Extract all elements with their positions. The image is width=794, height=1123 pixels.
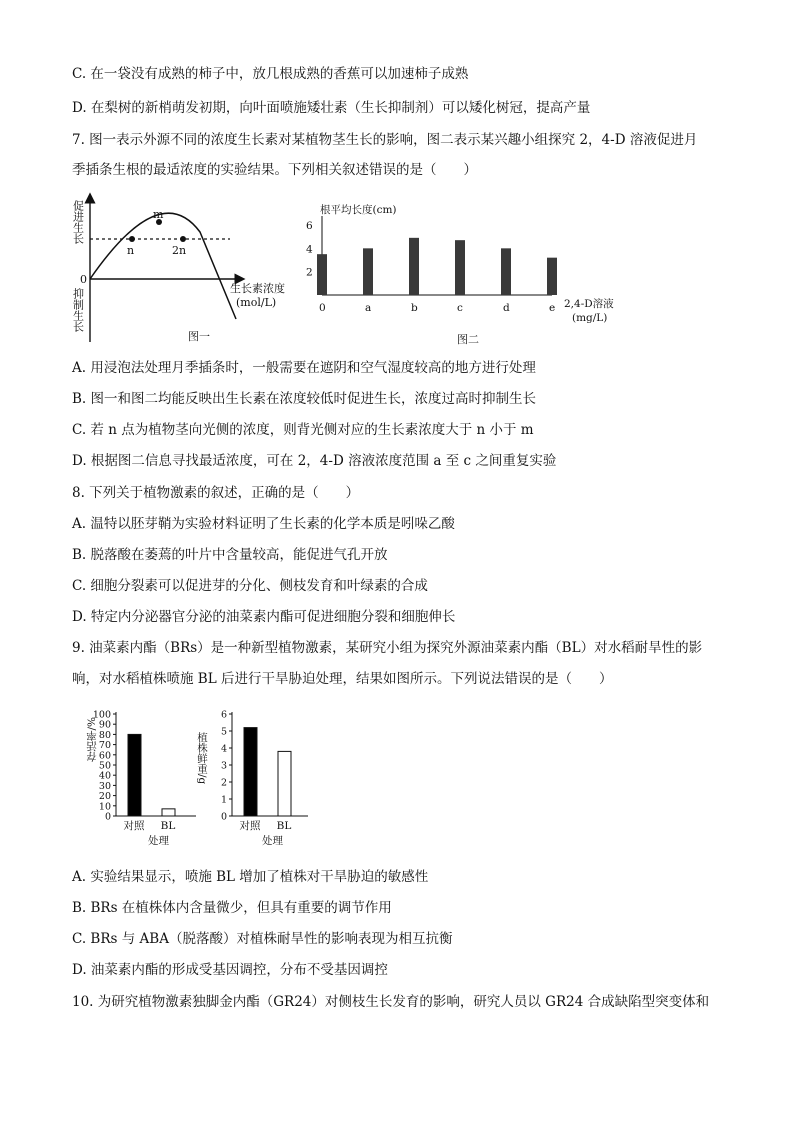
option-d-q8: D. 特定内分泌器官分泌的油菜素内酯可促进细胞分裂和细胞伸长: [72, 609, 456, 625]
option-d-q6: D. 在梨树的新梢萌发初期，向叶面喷施矮壮素（生长抑制剂）可以矮化树冠，提高产量: [72, 100, 591, 116]
option-d-q7: D. 根据图二信息寻找最适浓度，可在 2，4-D 溶液浓度范围 a 至 c 之间重复实验: [72, 453, 557, 469]
chart2-ylabel: 根平均长度(cm): [320, 204, 397, 216]
option-c-q6: C. 在一袋没有成熟的柿子中，放几根成熟的香蕉可以加速柿子成熟: [72, 66, 469, 82]
origin-label: 0: [80, 273, 87, 286]
chart4-xtick-control: 对照: [239, 820, 261, 832]
question-7-line-1: 7. 图一表示外源不同的浓度生长素对某植物茎生长的影响，图二表示某兴趣小组探究 2，4-D 溶液促进月: [72, 132, 698, 148]
question-8: 8. 下列关于植物激素的叙述，正确的是（ ）: [72, 485, 360, 501]
question-9-line-1: 9. 油菜素内酯（BRs）是一种新型植物激素，某研究小组为探究外源油菜素内酯（BL）对水稻耐旱性的影: [72, 640, 703, 656]
chart2-ytick-4: 4: [306, 243, 313, 256]
chart2-xtick-d: d: [503, 302, 510, 314]
chart3-bar-bl: [162, 809, 175, 816]
chart2-bar-0: [317, 254, 327, 295]
chart3-xtick-bl: BL: [160, 820, 176, 832]
y-axis-top-label: 促进生长: [71, 200, 85, 244]
chart3-xlabel: 处理: [148, 835, 169, 847]
option-c-q8: C. 细胞分裂素可以促进芽的分化、侧枝发育和叶绿素的合成: [72, 578, 428, 594]
option-c-q9: C. BRs 与 ABA（脱落酸）对植株耐旱性的影响表现为相互抗衡: [72, 931, 453, 947]
chart4-xlabel: 处理: [262, 835, 283, 847]
chart2-bar-b: [409, 238, 419, 295]
fresh-weight-chart: [196, 702, 316, 850]
chart3-ytick-10: 10: [98, 801, 111, 813]
chart3-ytick-80: 80: [98, 729, 111, 741]
chart4-ytick-3: 3: [220, 760, 227, 772]
chart4-ytick-1: 1: [220, 794, 227, 806]
chart3-ytick-0: 0: [104, 811, 111, 823]
chart2-bar-e: [547, 258, 557, 295]
chart3-ytick-90: 90: [98, 719, 111, 731]
question-7-line-2: 季插条生根的最适浓度的实验结果。下列相关叙述错误的是（ ）: [72, 162, 477, 178]
chart2-xlabel: 2,4-D溶液: [564, 298, 614, 310]
chart4-bar-control: [244, 728, 257, 816]
chart4-ytick-5: 5: [220, 726, 227, 738]
chart2-bar-c: [455, 240, 465, 295]
point-2n: [180, 236, 186, 242]
option-a-q8: A. 温特以胚芽鞘为实验材料证明了生长素的化学本质是吲哚乙酸: [72, 516, 455, 532]
chart4-xtick-bl: BL: [276, 820, 292, 832]
chart4-ytick-4: 4: [220, 743, 227, 755]
chart2-xtick-a: a: [365, 302, 372, 314]
chart3-bar-control: [128, 734, 141, 816]
x-axis-label: 生长素浓度: [230, 282, 285, 295]
figure-one: [60, 192, 310, 350]
figure-one-caption: 图一: [188, 330, 210, 343]
chart2-xtick-0: 0: [319, 302, 326, 314]
chart3-ytick-20: 20: [98, 791, 111, 803]
chart2-xtick-b: b: [411, 302, 418, 314]
chart2-ytick-2: 2: [306, 266, 313, 279]
chart3-ytick-60: 60: [98, 750, 111, 762]
chart2-xunit: (mg/L): [572, 312, 608, 324]
chart2-bar-a: [363, 248, 373, 295]
question-10-line-1: 10. 为研究植物激素独脚金内酯（GR24）对侧枝生长发育的影响，研究人员以 GR24 合成缺陷型突变体和: [72, 994, 710, 1010]
chart3-ytick-40: 40: [98, 770, 111, 782]
chart4-ytick-2: 2: [220, 777, 227, 789]
chart4-ytick-6: 6: [220, 709, 227, 721]
figure-two-chart: [302, 200, 632, 350]
x-axis-unit: (mol/L): [236, 296, 277, 309]
chart4-ytick-0: 0: [220, 811, 227, 823]
label-n: n: [127, 244, 135, 257]
option-a-q7: A. 用浸泡法处理月季插条时，一般需要在遮阴和空气湿度较高的地方进行处理: [72, 360, 536, 376]
label-m: m: [153, 208, 164, 221]
option-c-q7: C. 若 n 点为植物茎向光侧的浓度，则背光侧对应的生长素浓度大于 n 小于 m: [72, 422, 534, 438]
question-9-line-2: 响，对水稻植株喷施 BL 后进行干旱胁迫处理，结果如图所示。下列说法错误的是（ ）: [72, 671, 613, 687]
chart3-ytick-50: 50: [98, 760, 111, 772]
figure-two-caption: 图二: [457, 333, 479, 346]
chart3-xtick-control: 对照: [123, 820, 145, 832]
chart4-ylabel: 植株鲜重/g: [196, 732, 208, 785]
option-b-q7: B. 图一和图二均能反映出生长素在浓度较低时促进生长，浓度过高时抑制生长: [72, 391, 537, 407]
survival-rate-chart: [78, 702, 198, 850]
option-a-q9: A. 实验结果显示，喷施 BL 增加了植株对干旱胁迫的敏感性: [72, 869, 429, 885]
chart2-ytick-6: 6: [306, 220, 313, 232]
chart3-ytick-30: 30: [98, 780, 111, 792]
label-2n: 2n: [172, 244, 187, 257]
chart3-ytick-70: 70: [98, 740, 111, 752]
option-d-q9: D. 油菜素内酯的形成受基因调控，分布不受基因调控: [72, 962, 388, 978]
point-n: [129, 236, 135, 242]
chart3-ylabel: 存活率/%: [86, 716, 98, 762]
y-axis-bottom-label: 抑制生长: [71, 288, 85, 332]
option-b-q9: B. BRs 在植株体内含量微少，但具有重要的调节作用: [72, 900, 392, 916]
option-b-q8: B. 脱落酸在萎蔫的叶片中含量较高，能促进气孔开放: [72, 547, 388, 563]
chart4-bar-bl: [278, 751, 291, 816]
chart3-ytick-100: 100: [92, 709, 111, 721]
chart2-bar-d: [501, 248, 511, 295]
chart2-xtick-e: e: [549, 302, 556, 314]
chart2-xtick-c: c: [457, 302, 463, 314]
